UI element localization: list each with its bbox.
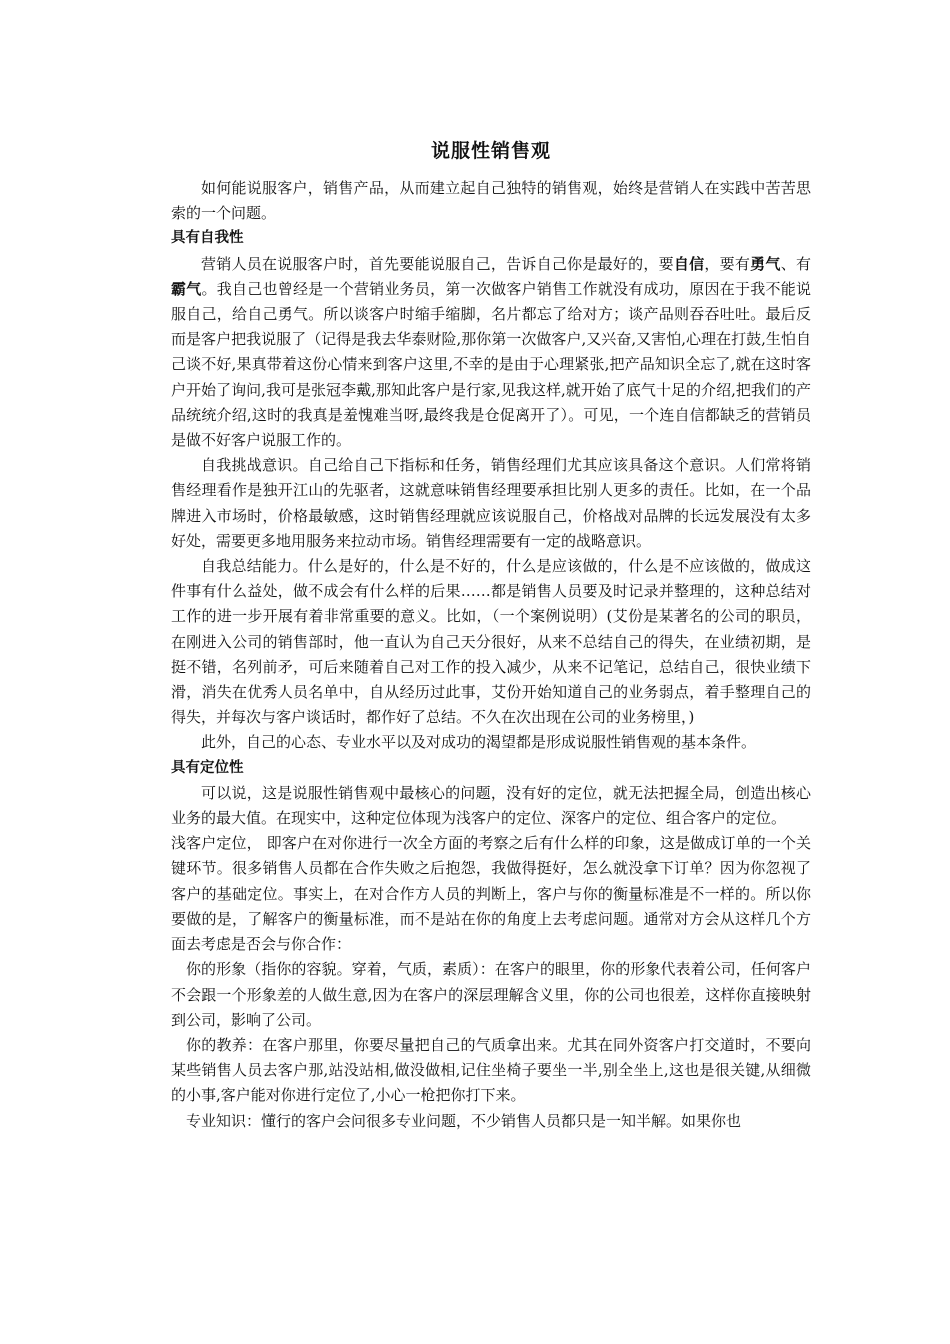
paragraph-positioning-core: 可以说，这是说服性销售观中最核心的问题，没有好的定位，就无法把握全局，创造出核心业务的最大值。在现实中，这种定位体现为浅客户的定位、深客户的定位、组合客户的定位。	[171, 783, 811, 828]
paragraph-shallow-customer: 浅客户定位， 即客户在对你进行一次全方面的考察之后有什么样的印象，这是做成订单的一个关键环节。很多销售人员都在合作失败之后抱怨，我做得挺好，怎么就没拿下订单？因为你忽视了客户的基础定位。事实上，在对合作方人员的判断上，客户与你的衡量标准是不一样的。所以你要做的是，了解客户的衡量标准，而不是站在你的角度上去考虑问题。通常对方会从这样几个方面去考虑是否会与你合作：	[171, 834, 811, 954]
bold-term-boldness: 霸气	[171, 279, 202, 298]
text-run: 营销人员在说服客户时，首先要能说服自己，告诉自己你是最好的，要	[201, 254, 674, 273]
paragraph-professional-knowledge: 专业知识：懂行的客户会问很多专业问题，不少销售人员都只是一知半解。如果你也	[186, 1111, 742, 1130]
paragraph-self-summary: 自我总结能力。什么是好的，什么是不好的，什么是应该做的，什么是不应该做的，做成这件事有什么益处，做不成会有什么样的后果……都是销售人员要及时记录并整理的，这种总结对工作的进一步开展有着非常重要的意义。比如，（一个案例说明）(艾份是某著名的公司的职员，在刚进入公司的销售部时，他一直认为自己天分很好，从来不总结自己的得失，在业绩初期，是挺不错，名列前矛，可后来随着自己对工作的投入减少，从来不记笔记，总结自己，很快业绩下滑，消失在优秀人员名单中，自从经历过此事，艾份开始知道自己的业务弱点，着手整理自己的得失，并每次与客户谈话时，都作好了总结。不久在次出现在公司的业务榜里，)	[171, 557, 811, 727]
intro-paragraph: 如何能说服客户，销售产品，从而建立起自己独特的销售观，始终是营销人在实践中苦苦思索的一个问题。	[171, 179, 811, 223]
text-run: 。我自己也曾经是一个营销业务员，第一次做客户销售工作就没有成功，原因在于我不能说服自己，给自己勇气。所以谈客户时缩手缩脚，名片都忘了给对方；谈产品则吞吞吐吐。最后反而是客户把我说服了（记得是我去华泰财险,那你第一次做客户,又兴奋,又害怕,心理在打鼓,生怕自己谈不好,果真带着这份心情来到客户这里,不幸的是由于心理紧张,把产品知识全忘了,就在这时客户开始了询问,我可是张冠李戴,那知此客户是行家,见我这样,就开始了底气十足的介绍,把我们的产品统统介绍,这时的我真是羞愧难当呀,最终我是仓促离开了）。可见，一个连自信都缺乏的营销员是做不好客户说服工作的。	[171, 279, 811, 450]
text-run: ，要有	[704, 254, 751, 273]
text-run: 、有	[780, 254, 811, 273]
paragraph-your-manners: 你的教养：在客户那里，你要尽量把自己的气质拿出来。尤其在同外资客户打交道时，不要向某些销售人员去客户那,站没站相,做没做相,记住坐椅子要坐一半,别全坐上,这也是很关键,从细微的小事,客户能对你进行定位了,小心一枪把你打下来。	[171, 1035, 811, 1105]
paragraph-self-challenge: 自我挑战意识。自己给自己下指标和任务，销售经理们尤其应该具备这个意识。人们常将销售经理看作是独开江山的先驱者，这就意味销售经理要承担比别人更多的责任。比如，在一个品牌进入市场时，价格最敏感，这时销售经理就应该说服自己，价格战对品牌的长远发展没有太多好处，需要更多地用服务来拉动市场。销售经理需要有一定的战略意识。	[171, 456, 811, 550]
section-heading-positioning: 具有定位性	[171, 759, 244, 776]
document-body	[171, 176, 811, 1134]
bold-term-confidence: 自信	[673, 254, 705, 273]
paragraph-basic-conditions: 此外，自己的心态、专业水平以及对成功的渴望都是形成说服性销售观的基本条件。	[201, 733, 757, 752]
document-title: 说服性销售观	[430, 140, 551, 162]
section-heading-self: 具有自我性	[171, 230, 244, 247]
paragraph-confidence	[171, 252, 811, 454]
paragraph-your-image: 你的形象（指你的容貌。穿着，气质，素质）：在客户的眼里，你的形象代表着公司，任何客户不会跟一个形象差的人做生意,因为在客户的深层理解含义里，你的公司也很差，这样你直接映射到公司，影响了公司。	[171, 960, 811, 1029]
bold-term-courage: 勇气	[750, 254, 781, 273]
